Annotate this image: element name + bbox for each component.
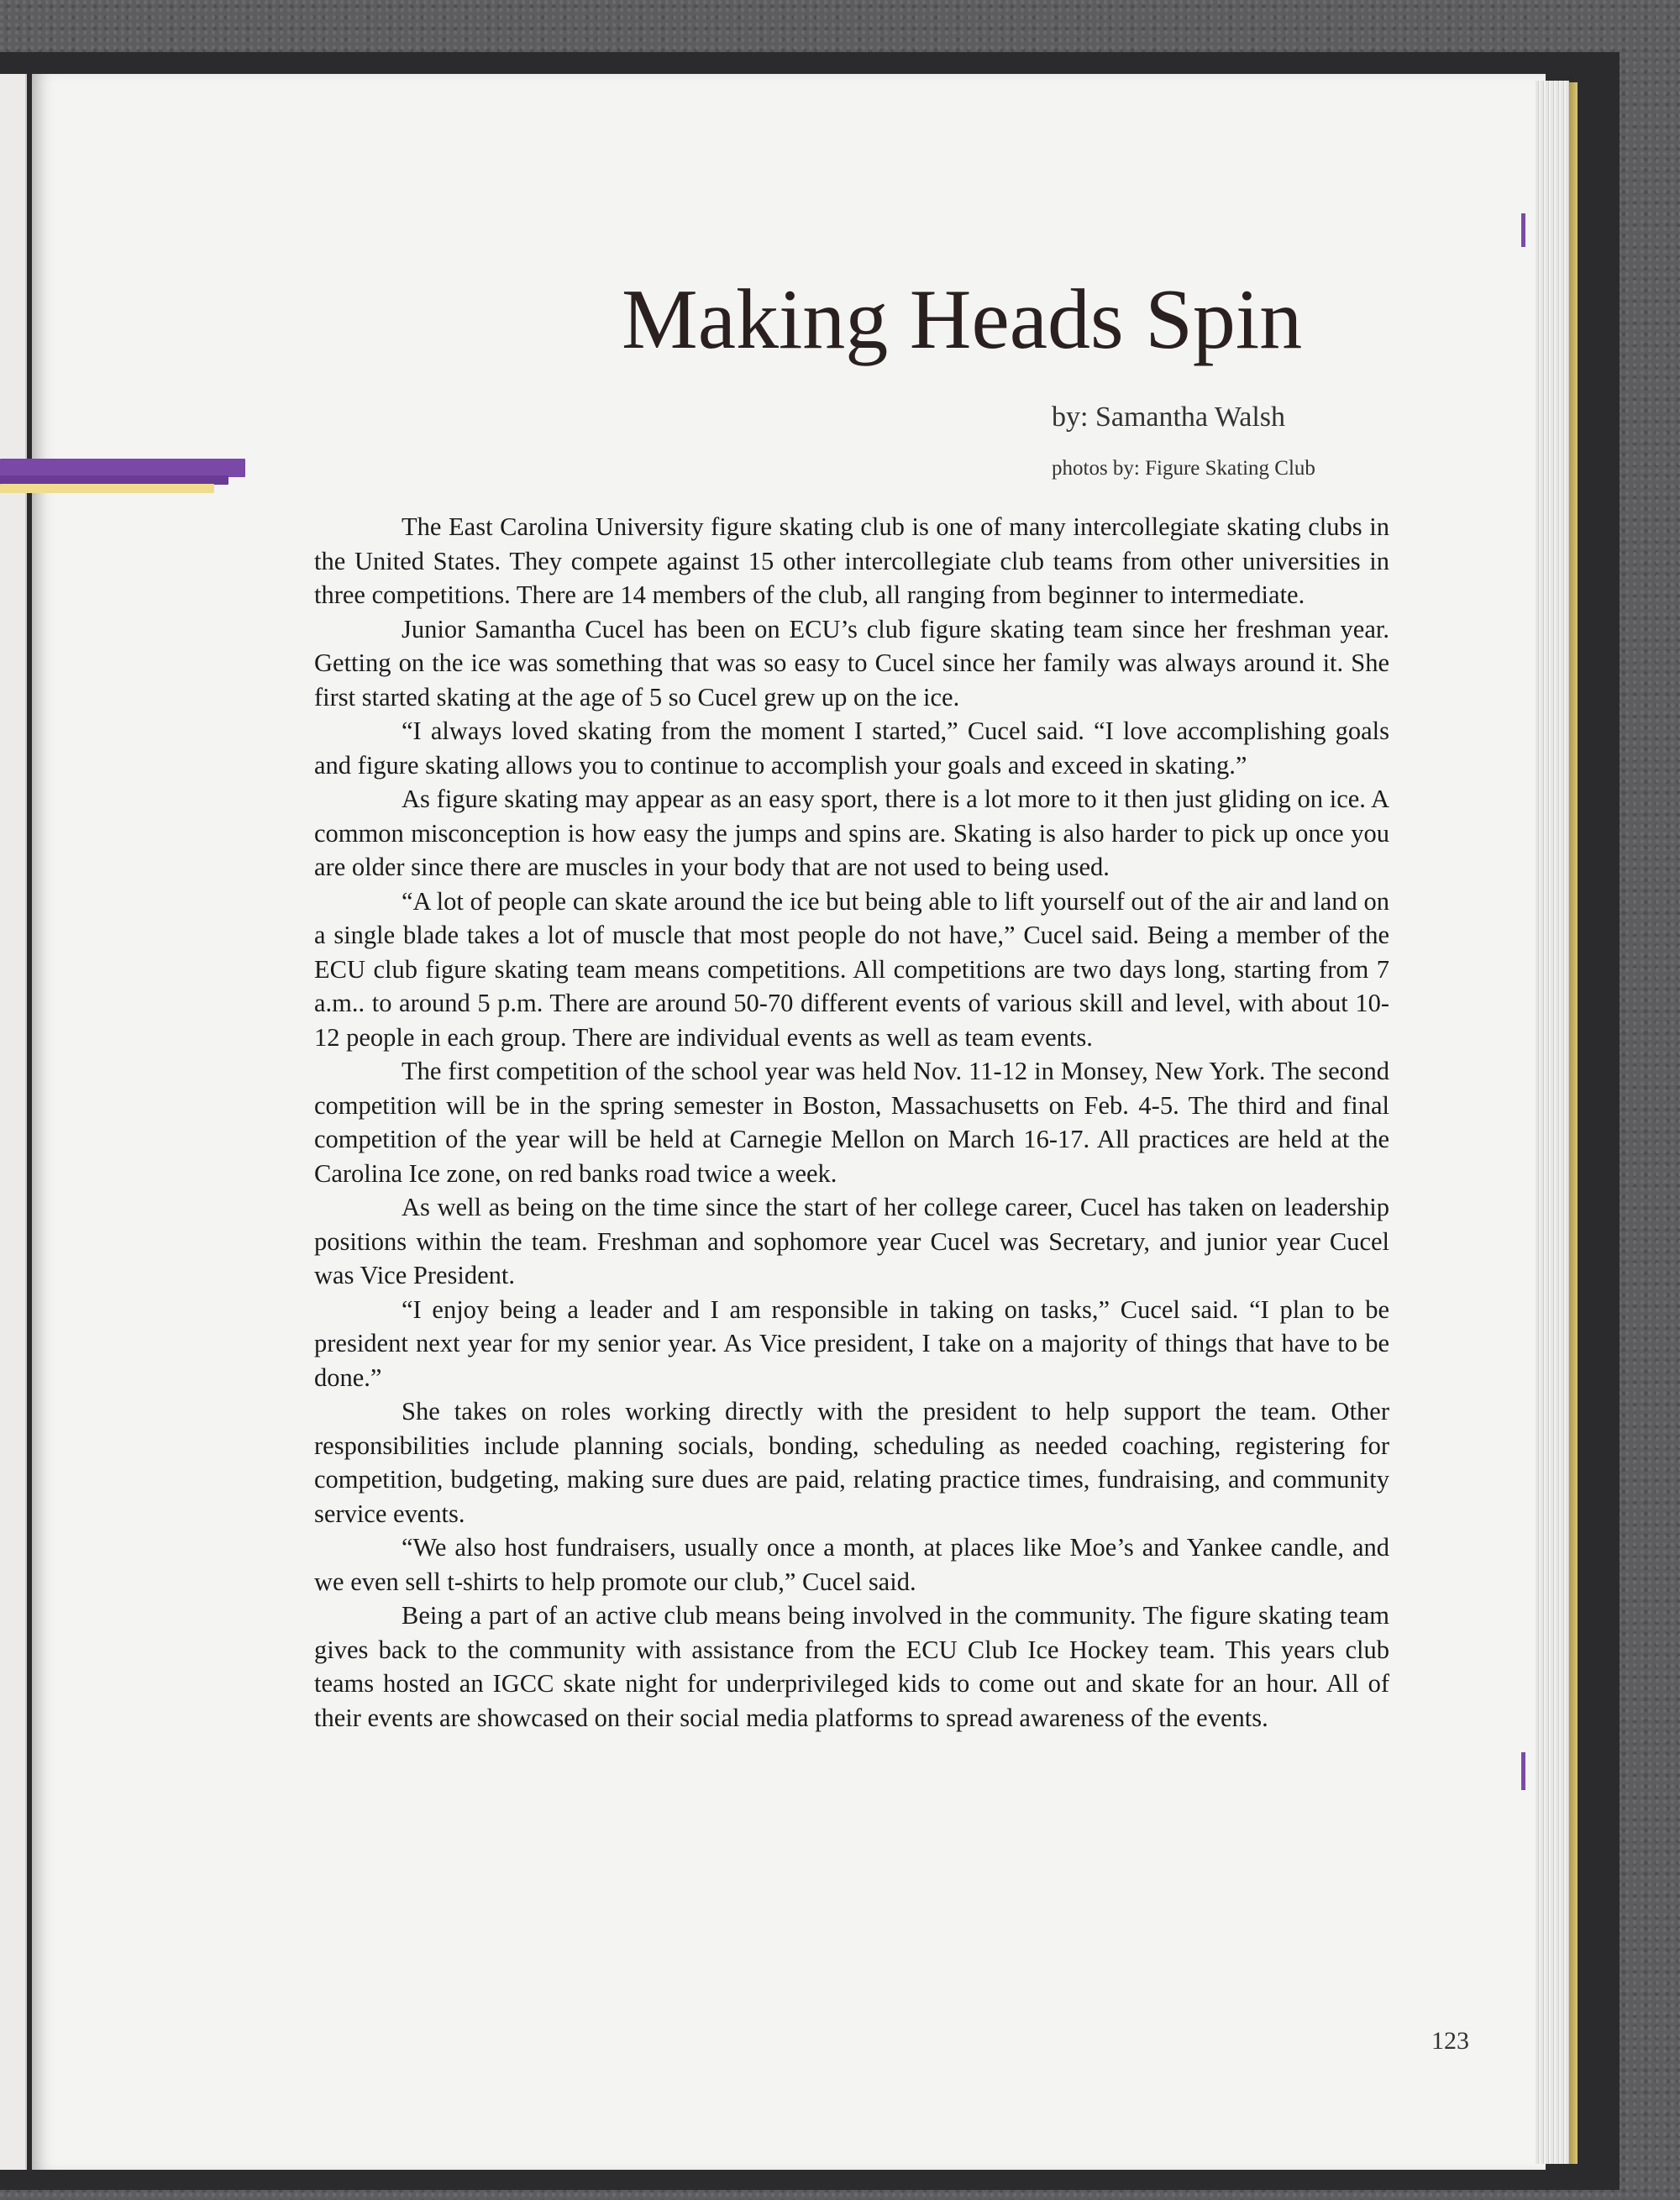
paragraph: As well as being on the time since the start of her college career, Cucel has taken on leadership positions within the team. Freshman and sophomore year Cucel was Secretary, and junior year Cucel was Vice President. [314, 1193, 1389, 1289]
paragraph: “I always loved skating from the moment I started,” Cucel said. “I love accomplishing goals and figure skating allows you to continue to accomplish your goals and exceed in skating.” [314, 717, 1389, 780]
left-page-edge [0, 74, 27, 2170]
page-edge-tab-top [1521, 213, 1525, 247]
article-byline: by: Samantha Walsh [1052, 402, 1286, 433]
paragraph: She takes on roles working directly with the president to help support the team. Other responsibilities include planning socials, bonding, scheduling as needed coaching, registering for competition, budgeting, making sure dues are paid, relating practice times, fundraising, and community service events. [314, 1397, 1389, 1528]
page-stack-edge [1536, 81, 1569, 2164]
paragraph: Being a part of an active club means being involved in the community. The figure skating team gives back to the community with assistance from the ECU Club Ice Hockey team. This years club teams hosted an IGCC skate night for underprivileged kids to come out and skate for an hour. All of their events are showcased on their social media platforms to spread awareness of the events. [314, 1601, 1389, 1732]
paragraph: The East Carolina University figure skating club is one of many intercollegiate skating clubs in the United States. They compete against 15 other intercollegiate club teams from other universities in three competitions. There are 14 members of the club, all ranging from beginner to intermediate. [314, 512, 1389, 609]
gilded-edge [1569, 82, 1578, 2164]
page-edge-tab-bottom [1521, 1752, 1525, 1790]
accent-stripe-purple [0, 459, 245, 477]
paragraph: As figure skating may appear as an easy sport, there is a lot more to it then just gliding on ice. A common misconception is how easy the jumps and spins are. Skating is also harder to pick up once you are older since there are muscles in your body that are not used to being used. [314, 785, 1389, 881]
page-number: 123 [1431, 2027, 1469, 2055]
paragraph: Junior Samantha Cucel has been on ECU’s club figure skating team since her freshman year. Getting on the ice was something that was so easy to Cucel since her family was always around it. She first started skating at the age of 5 so Cucel grew up on the ice. [314, 614, 1389, 711]
paragraph: “A lot of people can skate around the ice but being able to lift yourself out of the air and land on a single blade takes a lot of muscle that most people do not have,” Cucel said. Being a member of the ECU club figure skating team means competitions. All competitions are two days long, starting from 7 a.m.. to around 5 p.m. There are around 50-70 different events of various skill and level, with about 10-12 people in each group. There are individual events as well as team events. [314, 886, 1389, 1052]
article-body [314, 510, 1389, 1735]
paragraph: The first competition of the school year was held Nov. 11-12 in Monsey, New York. The second competition will be in the spring semester in Boston, Massachusetts on Feb. 4-5. The third and final competition of the year will be held at Carnegie Mellon on March 16-17. All practices are held at the Carolina Ice zone, on red banks road twice a week. [314, 1057, 1389, 1188]
paragraph: “We also host fundraisers, usually once a month, at places like Moe’s and Yankee candle, and we even sell t-shirts to help promote our club,” Cucel said. [314, 1533, 1389, 1596]
accent-stripe-gold [0, 484, 214, 493]
photo-credit: photos by: Figure Skating Club [1052, 457, 1315, 480]
article-title: Making Heads Spin [622, 272, 1303, 367]
paragraph: “I enjoy being a leader and I am responsible in taking on tasks,” Cucel said. “I plan to be president next year for my senior year. As Vice president, I take on a majority of things that have to be done.” [314, 1294, 1389, 1392]
